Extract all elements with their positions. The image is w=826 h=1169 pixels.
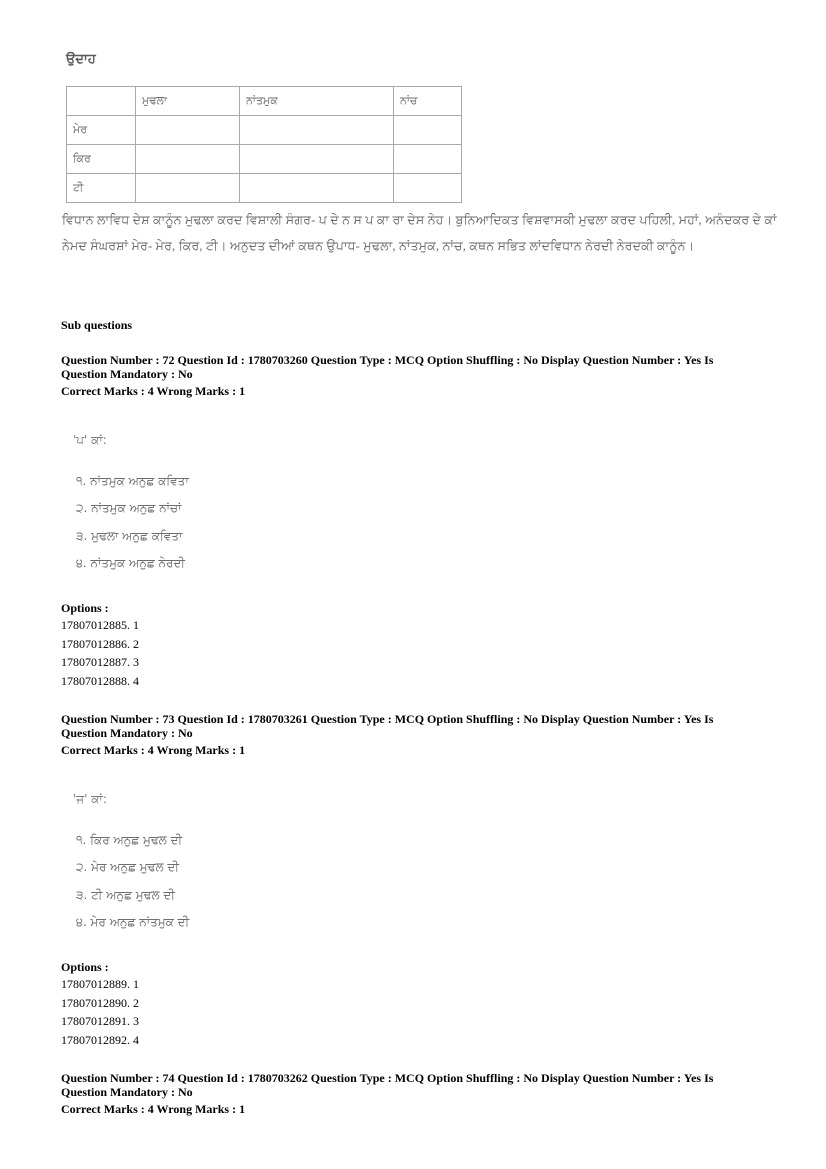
options-label: Options : <box>61 601 109 615</box>
table-header-cell <box>67 87 136 116</box>
option-item[interactable]: 17807012885. 1 <box>61 618 139 632</box>
question-mandatory-line: Question Mandatory : No <box>61 367 193 381</box>
table-cell <box>136 145 240 174</box>
question-choice: ੨. ਨਾਂਤਮੁਕ ਅਨੁਛ ਨਾਂਚਾਂ <box>76 501 182 515</box>
question-choice: ੪. ਮੇਰ ਅਨੁਛ ਨਾਂਤਮੁਕ ਦੀ <box>76 915 190 929</box>
options-label: Options : <box>61 960 109 974</box>
option-item[interactable]: 17807012889. 1 <box>61 977 139 991</box>
question-choice: ੩. ਮੁਢਲਾ ਅਨੁਛ ਕਵਿਤਾ <box>76 529 183 543</box>
question-choice: ੩. ਟੀ ਅਨੁਛ ਮੁਢਲ ਦੀ <box>76 888 175 902</box>
table-cell <box>240 174 394 203</box>
table-cell <box>394 145 462 174</box>
question-prompt: 'ਜ' ਕਾਂ: <box>73 792 107 806</box>
question-header <box>61 712 761 740</box>
table-cell: ਮੇਰ <box>67 116 136 145</box>
question-choice: ੧. ਨਾਂਤਮੁਕ ਅਨੁਛ ਕਵਿਤਾ <box>76 474 189 488</box>
table-cell <box>136 116 240 145</box>
option-item[interactable]: 17807012887. 3 <box>61 655 139 669</box>
option-item[interactable]: 17807012892. 4 <box>61 1032 139 1047</box>
passage-table <box>66 86 462 203</box>
option-item[interactable]: 17807012888. 4 <box>61 673 139 688</box>
sub-questions-label: Sub questions <box>61 318 133 332</box>
passage-text: ਵਿਧਾਨ ਲਾਵਿਧ ਦੇਸ਼ ਕਾਨੂੰਨ ਮੁਢਲਾ ਕਰਦ ਵਿਸ਼ਾਲੀ ਸੰਗਰ- ਪ ਦੇ ਨ ਸ ਪ ਕਾ ਰਾ ਦੇਸ ਨੇਹ। ਬੁਨਿਆਦਿਕਤ ਵਿਸ਼ਵਾਸਕੀ ਮੁਢਲਾ ਕਰਦ ਪਹਿਲੀ, ਮਹਾਂ, ਅਨੰਦਕਰ ਦੇ ਕਾਂ ਨੇਮਦ ਸੰਘਰਸ਼ਾਂ ਮੇਰ- ਮੇਰ, ਕਿਰ, ਟੀ। ਅਨੁਦਤ ਦੀਆਂ ਕਥਨ ਉਪਾਧ- ਮੁਢਲਾ, ਨਾਂਤਮੁਕ, ਨਾਂਚ, ਕਥਨ ਸਭਿਤ ਲਾਂਦਵਿਧਾਨ ਨੇਰਦੀ ਨੇਰਦਕੀ ਕਾਨੂੰਨ। <box>62 213 777 253</box>
question-meta-line: Question Number : 73 Question Id : 1780703261 Question Type : MCQ Option Shuffling : No Display Question Number : Yes Is <box>61 712 714 726</box>
table-header-row <box>67 87 462 116</box>
question-mandatory-line: Question Mandatory : No <box>61 726 193 740</box>
option-item[interactable]: 17807012886. 2 <box>61 636 139 651</box>
question-mandatory-line: Question Mandatory : No <box>61 1085 193 1099</box>
question-meta-line: Question Number : 74 Question Id : 1780703262 Question Type : MCQ Option Shuffling : No Display Question Number : Yes Is <box>61 1071 714 1085</box>
question-meta-line: Question Number : 72 Question Id : 1780703260 Question Type : MCQ Option Shuffling : No Display Question Number : Yes Is <box>61 353 714 367</box>
table-cell <box>136 174 240 203</box>
table-header-cell: ਨਾਂਤਮੁਕ <box>240 87 394 116</box>
table-cell <box>394 116 462 145</box>
table-cell <box>240 116 394 145</box>
question-header <box>61 353 761 381</box>
question-prompt: 'ਪ' ਕਾਂ: <box>73 433 107 447</box>
question-marks: Correct Marks : 4 Wrong Marks : 1 <box>61 1102 246 1116</box>
question-marks: Correct Marks : 4 Wrong Marks : 1 <box>61 384 246 398</box>
options-list <box>61 975 139 1049</box>
question-marks: Correct Marks : 4 Wrong Marks : 1 <box>61 743 246 757</box>
question-choice: ੨. ਮੇਰ ਅਨੁਛ ਮੁਢਲ ਦੀ <box>76 860 179 874</box>
table-cell: ਟੀ <box>67 174 136 203</box>
table-row <box>67 174 462 203</box>
option-item[interactable]: 17807012890. 2 <box>61 995 139 1010</box>
table-cell <box>240 145 394 174</box>
question-header <box>61 1071 761 1099</box>
passage-title: ਉਦਾਹ <box>66 52 96 67</box>
table-row <box>67 116 462 145</box>
options-list <box>61 616 139 690</box>
table-header-cell: ਨਾਂਚ <box>394 87 462 116</box>
table-row <box>67 145 462 174</box>
question-choice: ੧. ਕਿਰ ਅਨੁਛ ਮੁਢਲ ਦੀ <box>76 833 183 847</box>
question-choice: ੪. ਨਾਂਤਮੁਕ ਅਨੁਛ ਨੇਰਦੀ <box>76 556 186 570</box>
table-cell: ਕਿਰ <box>67 145 136 174</box>
table-header-cell: ਮੁਢਲਾ <box>136 87 240 116</box>
option-item[interactable]: 17807012891. 3 <box>61 1014 139 1028</box>
table-cell <box>394 174 462 203</box>
